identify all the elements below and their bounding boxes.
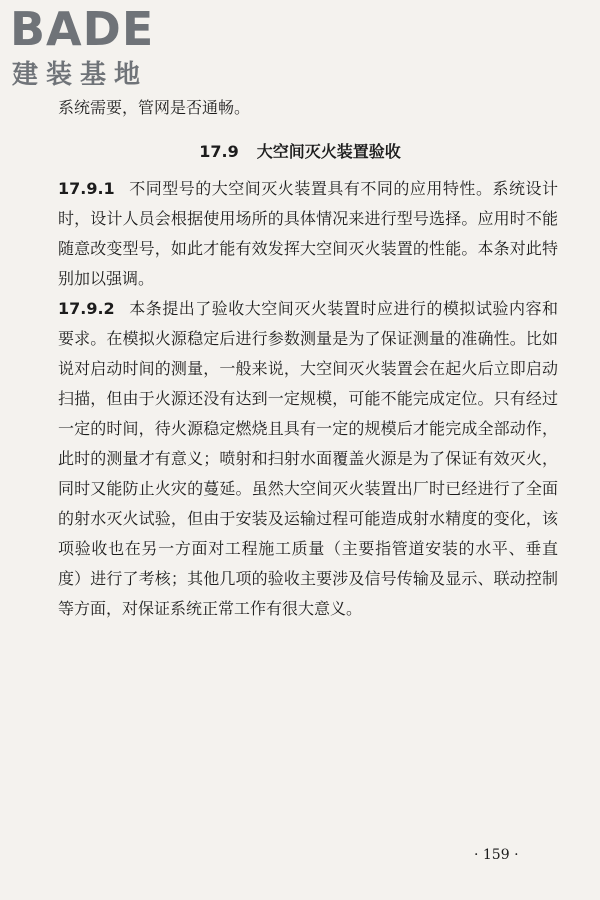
page-number: · 159 · [474, 847, 519, 863]
section-title: 大空间灭火装置验收 [256, 142, 401, 161]
continuation-text: 系统需要，管网是否通畅。 [58, 98, 251, 117]
clause-paragraph [58, 174, 558, 294]
bade-watermark-logo [10, 4, 180, 94]
clause-number: 17.9.2 [58, 299, 115, 318]
logo-subtitle: 建装基地 [12, 60, 149, 90]
section-heading [0, 140, 600, 164]
clause-text: 本条提出了验收大空间灭火装置时应进行的模拟试验内容和要求。在模拟火源稳定后进行参数测量是为了保证测量的准确性。比如说对启动时间的测量，一般来说，大空间灭火装置会在起火后立即启动扫描，但由于火源还没有达到一定规模，可能不能完成定位。只有经过一定的时间，待火源稳定燃烧且具有一定的规模后才能完成全部动作，此时的测量才有意义；喷射和扫射水面覆盖火源是为了保证有效灭火，同时又能防止火灾的蔓延。虽然大空间灭火装置出厂时已经进行了全面的射水灭火试验，但由于安装及运输过程可能造成射水精度的变化，该项验收也在另一方面对工程施工质量（主要指管道安装的水平、垂直度）进行了考核；其他几项的验收主要涉及信号传输及显示、联动控制等方面，对保证系统正常工作有很大意义。 [58, 299, 558, 618]
clause-paragraph [58, 294, 558, 624]
clause-number: 17.9.1 [58, 179, 115, 198]
section-body [58, 174, 558, 624]
logo-brand: BADE [10, 2, 155, 56]
clause-text: 不同型号的大空间灭火装置具有不同的应用特性。系统设计时，设计人员会根据使用场所的具体情况来进行型号选择。应用时不能随意改变型号，如此才能有效发挥大空间灭火装置的性能。本条对此特别加以强调。 [58, 179, 558, 288]
section-number: 17.9 [199, 142, 239, 161]
